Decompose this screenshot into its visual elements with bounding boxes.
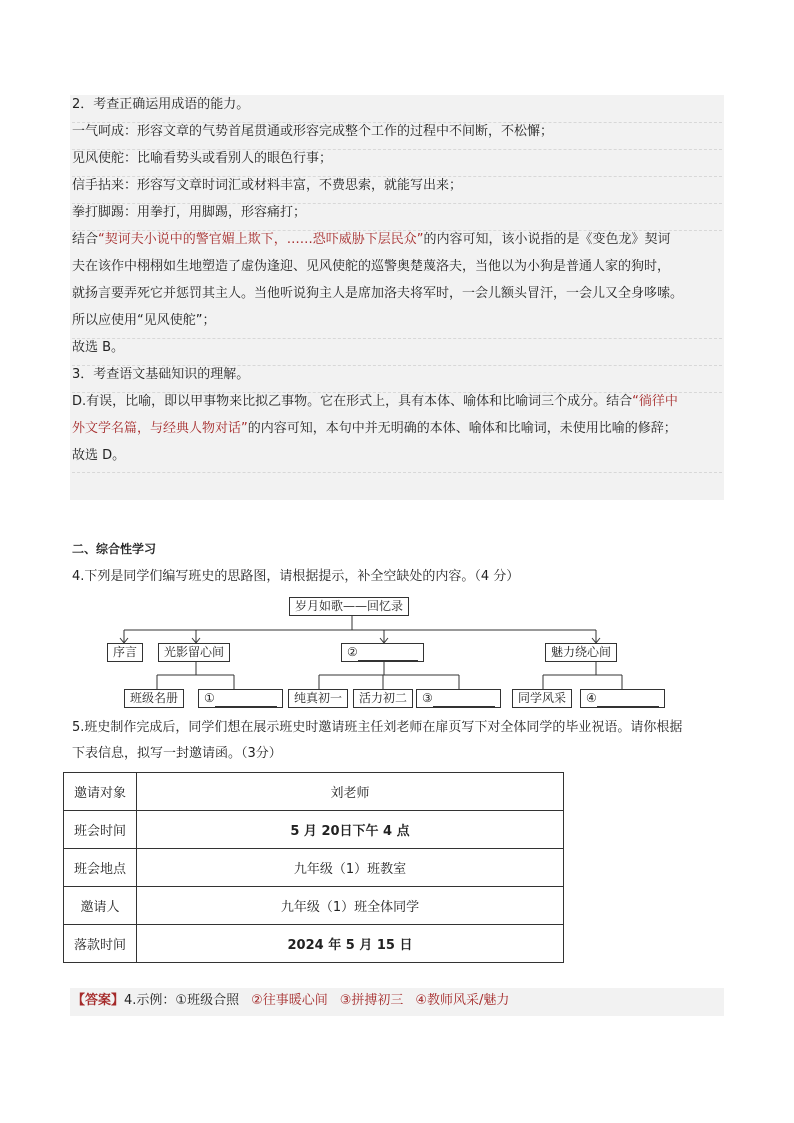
table-label: 班会时间: [64, 811, 137, 849]
answer-4: ④教师风采/魅力: [415, 993, 510, 1008]
d-line-2b: 的内容可知，本句中并无明确的本体、喻体和比喻词，未使用比喻的修辞；: [247, 421, 677, 436]
mindmap-preface: 序言: [107, 643, 143, 662]
table-value: 刘老师: [137, 773, 564, 811]
divider: [72, 338, 722, 339]
question-4: 4.下列是同学们编写班史的思路图，请根据提示，补全空缺处的内容。（4 分）: [72, 569, 520, 584]
idiom-4: 拳打脚踢：用拳打，用脚踢，形容痛打；: [72, 205, 307, 220]
table-row: [64, 849, 564, 887]
blank-1-label: ①: [204, 691, 215, 705]
answer-prefix: 4.示例：①班级合照: [124, 993, 240, 1008]
table-row: [64, 925, 564, 963]
section-heading: 二、综合性学习: [72, 542, 157, 556]
d-line-1a: D.有误，比喻，即以甲事物来比拟乙事物。它在形式上，具有本体、喻体和比喻词三个成分。结合: [72, 394, 633, 409]
idiom-3: 信手拈来：形容写文章时词汇或材料丰富，不费思索，就能写出来；: [72, 178, 463, 193]
mindmap-branch-1: 光影留心间: [158, 643, 230, 662]
mindmap-leaf-class-roster: 班级名册: [124, 689, 184, 708]
d-line-1: [72, 393, 678, 411]
invitation-table: [63, 772, 564, 963]
blank-2-label: ②: [347, 645, 358, 659]
idiom-2: 见风使舵：比喻看势头或看别人的眼色行事；: [72, 151, 333, 166]
mindmap-leaf-blank-1: [198, 689, 283, 708]
mindmap-leaf-grade-7: 纯真初一: [288, 689, 348, 708]
mindmap-leaf-classmates: 同学风采: [512, 689, 572, 708]
combine-line: [72, 231, 671, 249]
table-label: 落款时间: [64, 925, 137, 963]
mindmap-branch-2: [341, 643, 424, 662]
d-line-2a: 外文学名篇，与经典人物对话”: [72, 421, 248, 436]
blank-1: [215, 693, 277, 707]
q2-title: 2．考查正确运用成语的能力。: [72, 97, 250, 112]
mindmap-branch-3: 魅力绕心间: [545, 643, 617, 662]
table-label: 邀请人: [64, 887, 137, 925]
blank-3-label: ③: [422, 691, 433, 705]
mindmap-leaf-grade-8: 活力初二: [353, 689, 413, 708]
d-line-1b: “徜徉中: [632, 394, 678, 409]
mindmap-leaf-blank-3: [416, 689, 501, 708]
story-line-2: 夫在该作中栩栩如生地塑造了虚伪逢迎、见风使舵的巡警奥楚蔑洛夫，当他以为小狗是普通人家的狗时，: [72, 259, 671, 274]
q3-title: 3．考查语文基础知识的理解。: [72, 367, 250, 382]
table-label: 班会地点: [64, 849, 137, 887]
table-value: 九年级（1）班教室: [137, 849, 564, 887]
blank-2: [358, 647, 418, 661]
table-value: 2024 年 5 月 15 日: [137, 925, 564, 963]
answer-3: ③拼搏初三: [339, 993, 404, 1008]
table-value: 九年级（1）班全体同学: [137, 887, 564, 925]
answer-line: [72, 992, 509, 1010]
story-line-3: 就扬言要弄死它并惩罚其主人。当他听说狗主人是席加洛夫将军时，一会儿额头冒汗，一会儿又全身哆嗦。: [72, 286, 684, 301]
blank-4-label: ④: [586, 691, 597, 705]
blank-3: [433, 693, 495, 707]
blank-4: [597, 693, 659, 707]
question-5-line-1: 5.班史制作完成后，同学们想在展示班史时邀请班主任刘老师在扉页写下对全体同学的毕业祝语。请你根据: [72, 720, 683, 735]
table-row: [64, 773, 564, 811]
choose-b: 故选 B。: [72, 340, 125, 355]
divider: [72, 472, 722, 473]
answer-tag: 【答案】: [72, 993, 125, 1008]
table-row: [64, 887, 564, 925]
combine-quote: “契诃夫小说中的警官媚上欺下，……恐吓威胁下层民众”: [98, 232, 424, 247]
combine-prefix: 结合: [72, 232, 99, 247]
table-row: [64, 811, 564, 849]
mindmap-leaf-blank-4: [580, 689, 665, 708]
answer-2: ②往事暖心间: [251, 993, 328, 1008]
d-line-2: [72, 420, 677, 438]
table-label: 邀请对象: [64, 773, 137, 811]
choose-d: 故选 D。: [72, 448, 126, 463]
mindmap-root: 岁月如歌——回忆录: [289, 597, 409, 616]
question-5-line-2: 下表信息，拟写一封邀请函。（3分）: [72, 746, 282, 761]
table-value: 5 月 20日下午 4 点: [137, 811, 564, 849]
combine-suffix: 的内容可知，该小说指的是《变色龙》契诃: [423, 232, 671, 247]
idiom-1: 一气呵成：形容文章的气势首尾贯通或形容完成整个工作的过程中不间断，不松懈；: [72, 124, 554, 139]
story-line-4: 所以应使用“见风使舵”；: [72, 313, 216, 328]
